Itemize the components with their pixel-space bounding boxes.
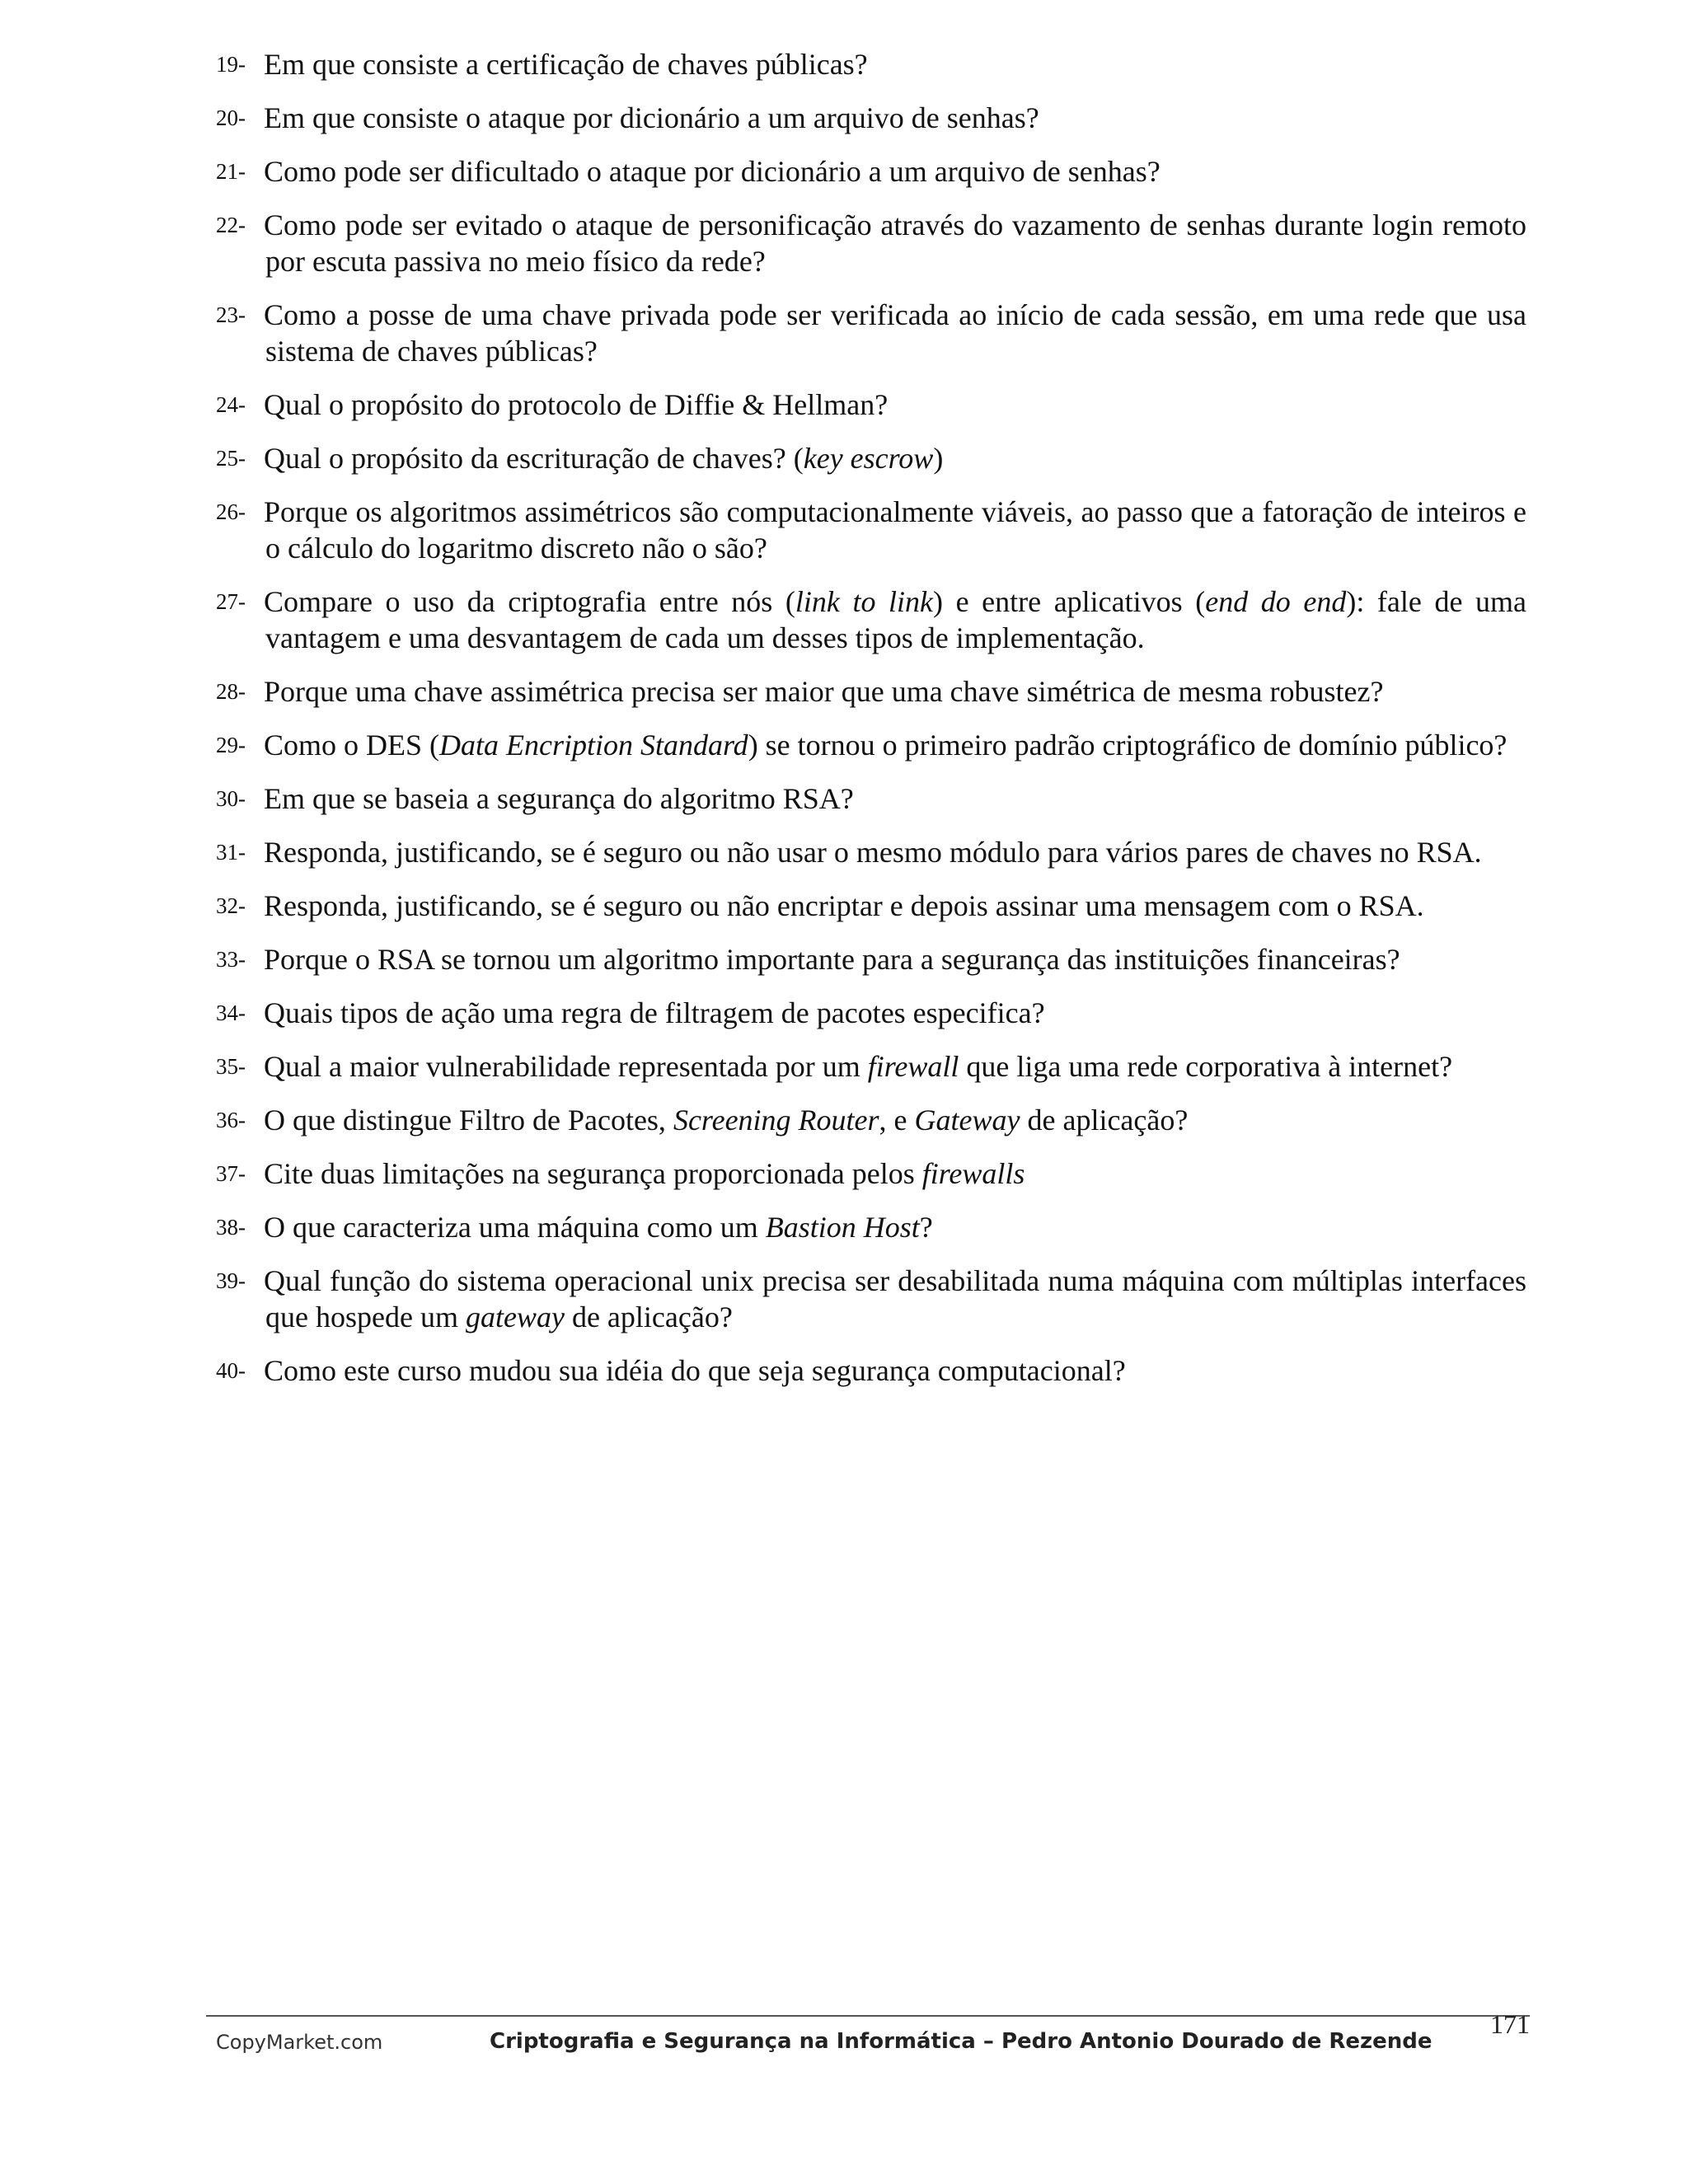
italic-term: firewall: [867, 1050, 959, 1083]
text-segment: Porque o RSA se tornou um algoritmo importante para a segurança das instituições financeiras?: [264, 943, 1400, 976]
question-text: [256, 1209, 1526, 1245]
question-number: 37 -: [216, 1155, 264, 1192]
question-text: [256, 1352, 1526, 1389]
question-item: [216, 995, 1526, 1031]
text-segment: que liga uma rede corporativa à internet?: [959, 1050, 1453, 1083]
question-item: [216, 727, 1526, 763]
italic-term: Screening Router: [673, 1104, 879, 1137]
question-item: [216, 153, 1526, 190]
question-text: [256, 1102, 1526, 1138]
question-text: [256, 583, 1526, 656]
question-item: [216, 1155, 1526, 1192]
text-segment: ): [933, 442, 944, 475]
text-segment: Qual o propósito do protocolo de Diffie & Hellman?: [264, 388, 889, 421]
question-text: [256, 995, 1526, 1031]
text-segment: ): fale de uma vantagem e uma desvantagem de cada um desses tipos de implementação.: [265, 585, 1526, 654]
question-item: [216, 1263, 1526, 1335]
footer-rule: [206, 2015, 1530, 2017]
question-text: [256, 100, 1526, 136]
footer-title: Criptografia e Segurança na Informática – Pedro Antonio Dourado de Rezende: [490, 2029, 1432, 2054]
question-text: [256, 673, 1526, 710]
question-text: [256, 46, 1526, 82]
italic-term: Data Encription Standard: [439, 729, 748, 762]
question-item: [216, 100, 1526, 136]
question-number: 39 -: [216, 1263, 264, 1299]
text-segment: Responda, justificando, se é seguro ou não usar o mesmo módulo para vários pares de chaves no RSA.: [264, 836, 1482, 869]
italic-term: Gateway: [914, 1104, 1020, 1137]
question-item: [216, 888, 1526, 924]
text-segment: O que caracteriza uma máquina como um: [264, 1211, 766, 1244]
question-text: [256, 153, 1526, 190]
text-segment: Quais tipos de ação uma regra de filtragem de pacotes especifica?: [264, 996, 1045, 1029]
question-number: 32 -: [216, 888, 264, 924]
question-number: 22 -: [216, 207, 264, 243]
question-number: 26 -: [216, 494, 264, 530]
text-segment: ) se tornou o primeiro padrão criptográfico de domínio público?: [748, 729, 1507, 762]
question-text: [256, 727, 1526, 763]
question-number: 29 -: [216, 727, 264, 763]
text-segment: de aplicação?: [1020, 1104, 1189, 1137]
question-item: [216, 1048, 1526, 1085]
question-text: [256, 941, 1526, 977]
question-text: [256, 888, 1526, 924]
question-item: [216, 673, 1526, 710]
text-segment: Cite duas limitações na segurança proporcionada pelos: [264, 1157, 922, 1190]
question-number: 31 -: [216, 834, 264, 870]
question-item: [216, 583, 1526, 656]
question-item: [216, 780, 1526, 817]
text-segment: Como pode ser evitado o ataque de personificação através do vazamento de senhas durante login remoto por escuta passiva no meio físico da rede?: [264, 209, 1526, 278]
question-number: 34 -: [216, 995, 264, 1031]
question-number: 25 -: [216, 440, 264, 476]
question-number: 23 -: [216, 297, 264, 333]
question-item: [216, 1102, 1526, 1138]
question-text: [256, 834, 1526, 870]
text-segment: ) e entre aplicativos (: [933, 585, 1206, 618]
text-segment: ?: [919, 1211, 933, 1244]
question-item: [216, 387, 1526, 423]
question-text: [256, 207, 1526, 279]
italic-term: firewalls: [921, 1157, 1025, 1190]
question-number: 40 -: [216, 1352, 264, 1389]
italic-term: gateway: [465, 1301, 565, 1333]
question-item: [216, 494, 1526, 566]
text-segment: Em que consiste o ataque por dicionário a um arquivo de senhas?: [264, 101, 1039, 134]
question-number: 38 -: [216, 1209, 264, 1245]
text-segment: Compare o uso da criptografia entre nós (: [264, 585, 795, 618]
question-number: 19 -: [216, 46, 264, 82]
italic-term: Bastion Host: [765, 1211, 920, 1244]
text-segment: Como este curso mudou sua idéia do que seja segurança computacional?: [264, 1354, 1126, 1387]
question-item: [216, 46, 1526, 82]
question-number: 21 -: [216, 153, 264, 190]
question-number: 30 -: [216, 780, 264, 817]
question-number: 24 -: [216, 387, 264, 423]
footer-source: CopyMarket.com: [216, 2031, 383, 2054]
question-item: [216, 1209, 1526, 1245]
question-text: [256, 297, 1526, 369]
text-segment: Como pode ser dificultado o ataque por dicionário a um arquivo de senhas?: [264, 155, 1160, 188]
question-number: 35 -: [216, 1048, 264, 1085]
question-number: 20 -: [216, 100, 264, 136]
italic-term: key escrow: [803, 442, 934, 475]
question-text: [256, 494, 1526, 566]
question-text: [256, 1263, 1526, 1335]
question-text: [256, 780, 1526, 817]
question-number: 33 -: [216, 941, 264, 977]
question-number: 28 -: [216, 673, 264, 710]
text-segment: Porque os algoritmos assimétricos são computacionalmente viáveis, ao passo que a fatoração de inteiros e o cálculo do logaritmo discreto não o são?: [264, 495, 1526, 565]
text-segment: Porque uma chave assimétrica precisa ser maior que uma chave simétrica de mesma robustez?: [264, 675, 1384, 708]
text-segment: Em que consiste a certificação de chaves públicas?: [264, 48, 868, 81]
italic-term: end do end: [1205, 585, 1347, 618]
question-number: 36 -: [216, 1102, 264, 1138]
page-number: 171: [1490, 2009, 1530, 2039]
text-segment: O que distingue Filtro de Pacotes,: [264, 1104, 673, 1137]
question-text: [256, 387, 1526, 423]
question-text: [256, 1048, 1526, 1085]
question-text: [256, 1155, 1526, 1192]
text-segment: Como o DES (: [264, 729, 440, 762]
text-segment: Qual o propósito da escrituração de chaves? (: [264, 442, 804, 475]
question-number: 27 -: [216, 583, 264, 620]
question-list: [216, 46, 1526, 1406]
question-item: [216, 207, 1526, 279]
text-segment: Qual a maior vulnerabilidade representada por um: [264, 1050, 868, 1083]
text-segment: de aplicação?: [564, 1301, 733, 1333]
text-segment: Como a posse de uma chave privada pode ser verificada ao início de cada sessão, em uma rede que usa sistema de chaves públicas?: [264, 298, 1526, 368]
question-item: [216, 440, 1526, 476]
text-segment: Qual função do sistema operacional unix precisa ser desabilitada numa máquina com múltiplas interfaces que hospede um: [264, 1264, 1526, 1333]
italic-term: link to link: [795, 585, 934, 618]
text-segment: Em que se baseia a segurança do algoritmo RSA?: [264, 782, 854, 815]
text-segment: Responda, justificando, se é seguro ou não encriptar e depois assinar uma mensagem com o RSA.: [264, 889, 1424, 922]
text-segment: , e: [879, 1104, 915, 1137]
question-item: [216, 1352, 1526, 1389]
question-item: [216, 297, 1526, 369]
question-item: [216, 834, 1526, 870]
question-item: [216, 941, 1526, 977]
question-text: [256, 440, 1526, 476]
